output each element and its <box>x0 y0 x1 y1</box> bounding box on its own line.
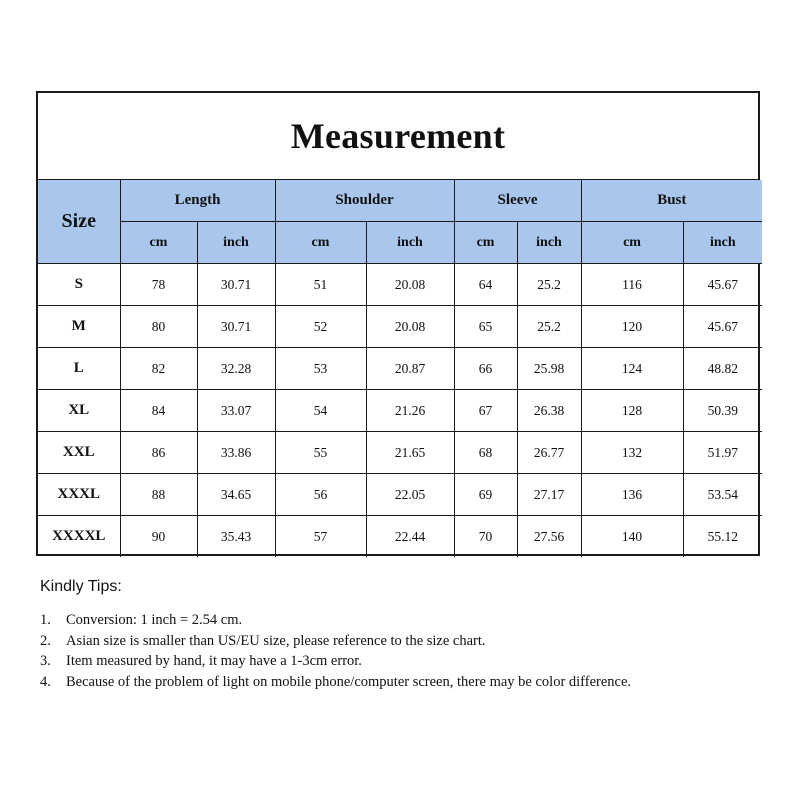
value-cell: 22.44 <box>366 516 454 558</box>
value-cell: 26.38 <box>517 390 581 432</box>
value-cell: 27.17 <box>517 474 581 516</box>
group-header-shoulder: Shoulder <box>275 180 454 222</box>
value-cell: 84 <box>120 390 197 432</box>
tips-title: Kindly Tips: <box>40 578 122 595</box>
size-cell: XXL <box>38 432 120 474</box>
value-cell: 30.71 <box>197 264 275 306</box>
unit-header-cm: cm <box>120 222 197 264</box>
table-row <box>38 348 762 390</box>
size-cell: S <box>38 264 120 306</box>
unit-header-row <box>38 222 762 264</box>
value-cell: 20.08 <box>366 264 454 306</box>
tip-number: 1. <box>40 612 51 628</box>
tip-number: 4. <box>40 673 51 690</box>
value-cell: 25.2 <box>517 306 581 348</box>
size-header: Size <box>38 180 120 264</box>
value-cell: 21.26 <box>366 390 454 432</box>
table-row <box>38 474 762 516</box>
unit-header-inch: inch <box>517 222 581 264</box>
value-cell: 64 <box>454 264 517 306</box>
kindly-tips <box>40 578 760 692</box>
table-row <box>38 264 762 306</box>
unit-header-inch: inch <box>683 222 762 264</box>
size-chart <box>36 91 760 556</box>
chart-title: Measurement <box>290 116 506 156</box>
value-cell: 88 <box>120 474 197 516</box>
tip-text: Because of the problem of light on mobile phone/computer screen, there may be color difference. <box>66 673 632 690</box>
value-cell: 27.56 <box>517 516 581 558</box>
group-header-sleeve: Sleeve <box>454 180 581 222</box>
table-row <box>38 390 762 432</box>
size-table <box>38 180 762 557</box>
size-cell: L <box>38 348 120 390</box>
value-cell: 90 <box>120 516 197 558</box>
tips-list <box>40 610 760 692</box>
value-cell: 78 <box>120 264 197 306</box>
value-cell: 50.39 <box>683 390 762 432</box>
value-cell: 57 <box>275 516 366 558</box>
value-cell: 26.77 <box>517 432 581 474</box>
value-cell: 32.28 <box>197 348 275 390</box>
tip-item <box>40 651 760 672</box>
value-cell: 69 <box>454 474 517 516</box>
value-cell: 53 <box>275 348 366 390</box>
value-cell: 45.67 <box>683 264 762 306</box>
value-cell: 51.97 <box>683 432 762 474</box>
tip-text: Item measured by hand, it may have a 1-3cm error. <box>66 653 362 669</box>
value-cell: 54 <box>275 390 366 432</box>
value-cell: 25.98 <box>517 348 581 390</box>
value-cell: 68 <box>454 432 517 474</box>
unit-header-cm: cm <box>275 222 366 264</box>
value-cell: 51 <box>275 264 366 306</box>
value-cell: 116 <box>581 264 683 306</box>
size-cell: XXXXL <box>38 516 120 558</box>
size-cell: XXXL <box>38 474 120 516</box>
tip-item <box>40 631 760 652</box>
value-cell: 22.05 <box>366 474 454 516</box>
group-header-length: Length <box>120 180 275 222</box>
value-cell: 33.86 <box>197 432 275 474</box>
value-cell: 20.08 <box>366 306 454 348</box>
unit-header-cm: cm <box>454 222 517 264</box>
value-cell: 30.71 <box>197 306 275 348</box>
value-cell: 52 <box>275 306 366 348</box>
value-cell: 82 <box>120 348 197 390</box>
group-header-bust: Bust <box>581 180 762 222</box>
table-body <box>38 264 762 558</box>
group-header-row <box>38 180 762 222</box>
value-cell: 33.07 <box>197 390 275 432</box>
value-cell: 66 <box>454 348 517 390</box>
value-cell: 20.87 <box>366 348 454 390</box>
value-cell: 140 <box>581 516 683 558</box>
value-cell: 80 <box>120 306 197 348</box>
tip-item <box>40 610 760 631</box>
value-cell: 86 <box>120 432 197 474</box>
value-cell: 67 <box>454 390 517 432</box>
value-cell: 55 <box>275 432 366 474</box>
value-cell: 120 <box>581 306 683 348</box>
title-row <box>38 93 758 180</box>
value-cell: 21.65 <box>366 432 454 474</box>
size-cell: XL <box>38 390 120 432</box>
value-cell: 65 <box>454 306 517 348</box>
value-cell: 128 <box>581 390 683 432</box>
value-cell: 124 <box>581 348 683 390</box>
size-cell: M <box>38 306 120 348</box>
value-cell: 48.82 <box>683 348 762 390</box>
unit-header-cm: cm <box>581 222 683 264</box>
table-row <box>38 516 762 558</box>
value-cell: 55.12 <box>683 516 762 558</box>
tip-number: 3. <box>40 653 51 669</box>
table-row <box>38 432 762 474</box>
value-cell: 35.43 <box>197 516 275 558</box>
value-cell: 45.67 <box>683 306 762 348</box>
tip-item <box>40 672 760 693</box>
value-cell: 25.2 <box>517 264 581 306</box>
tip-text: Asian size is smaller than US/EU size, please reference to the size chart. <box>66 632 486 649</box>
tip-text: Conversion: 1 inch = 2.54 cm. <box>66 612 243 628</box>
value-cell: 136 <box>581 474 683 516</box>
value-cell: 34.65 <box>197 474 275 516</box>
value-cell: 70 <box>454 516 517 558</box>
value-cell: 56 <box>275 474 366 516</box>
value-cell: 132 <box>581 432 683 474</box>
tip-number: 2. <box>40 632 51 649</box>
unit-header-inch: inch <box>197 222 275 264</box>
table-row <box>38 306 762 348</box>
unit-header-inch: inch <box>366 222 454 264</box>
value-cell: 53.54 <box>683 474 762 516</box>
